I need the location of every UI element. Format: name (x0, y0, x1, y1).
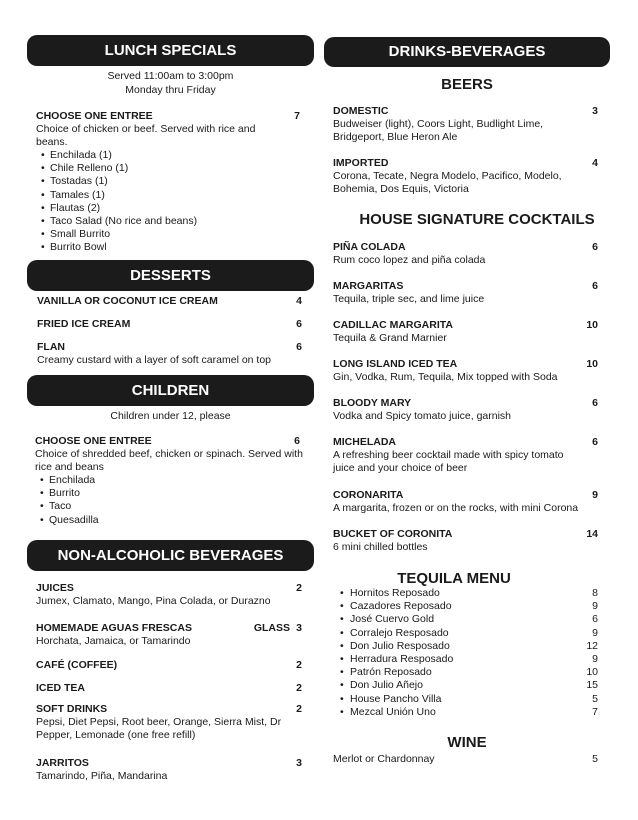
tequila-row (338, 600, 598, 613)
tequila-name: Don Julio Añejo (350, 679, 423, 692)
tequila-row (338, 693, 598, 706)
tequila-name: Patrón Reposado (350, 666, 432, 679)
tequila-price: 6 (592, 613, 598, 626)
children-option: • Burrito (35, 487, 303, 500)
nonalc-item-price: 3 (296, 622, 302, 634)
beers-item-price: 3 (592, 105, 598, 117)
lunch-days: Monday thru Friday (125, 84, 216, 96)
lunch-entree-price: 7 (294, 110, 300, 122)
lunch-hours (27, 69, 314, 97)
cocktails-item-price: 10 (586, 319, 598, 331)
nonalc-item (36, 622, 302, 648)
lunch-served: Served 11:00am to 3:00pm (107, 70, 234, 82)
beers-item-desc: Budweiser (light), Coors Light, Budlight Lime, Bridgeport, Blue Heron Ale (333, 118, 544, 143)
tequila-price: 8 (592, 587, 598, 599)
tequila-price: 15 (586, 679, 598, 692)
tequila-title: TEQUILA MENU (397, 570, 511, 587)
cocktails-item-name: CORONARITA (333, 489, 404, 501)
cocktails-item-name: MICHELADA (333, 436, 396, 448)
cocktails-title: HOUSE SIGNATURE COCKTAILS (359, 211, 595, 228)
wine-desc: Merlot or Chardonnay (333, 753, 435, 765)
desserts-header: DESSERTS (27, 260, 314, 291)
cocktails-item-price: 6 (592, 397, 598, 409)
nonalc-item-name: ICED TEA (36, 682, 86, 694)
desserts-item-price: 4 (296, 295, 302, 307)
desserts-item-price: 6 (296, 318, 302, 330)
nonalc-item (36, 682, 302, 695)
cocktails-item (333, 436, 598, 475)
tequila-row (338, 587, 598, 600)
cocktails-item (333, 280, 598, 306)
tequila-row (338, 679, 598, 692)
desserts-item (37, 318, 302, 331)
tequila-price: 9 (592, 600, 598, 613)
nonalc-item-size: GLASS (253, 622, 290, 634)
tequila-list (338, 587, 598, 719)
tequila-price: 10 (586, 666, 598, 679)
children-entree (35, 435, 303, 527)
cocktails-item-name: CADILLAC MARGARITA (333, 319, 453, 331)
cocktails-item-desc: Tequila, triple sec, and lime juice (333, 293, 485, 305)
cocktails-item-desc: Vodka and Spicy tomato juice, garnish (333, 410, 512, 422)
nonalc-item-price: 2 (296, 582, 302, 594)
tequila-name: Don Julio Resposado (350, 639, 450, 652)
nonalc-item (36, 582, 302, 608)
nonalc-item (36, 703, 302, 742)
tequila-price: 9 (592, 652, 598, 665)
children-entree-title: CHOOSE ONE ENTREE (35, 435, 152, 447)
desserts-item-desc: Creamy custard with a layer of soft caramel on top (37, 354, 272, 366)
nonalc-item-name: SOFT DRINKS (36, 703, 108, 715)
nonalc-item (36, 659, 302, 672)
tequila-price: 5 (592, 692, 598, 705)
tequila-name: Cazadores Reposado (350, 600, 452, 613)
tequila-price: 9 (592, 626, 598, 639)
tequila-name: José Cuervo Gold (350, 613, 435, 626)
lunch-specials-header: LUNCH SPECIALS (27, 35, 314, 66)
nonalc-item-price: 2 (296, 703, 302, 715)
desserts-item-name: VANILLA OR COCONUT ICE CREAM (37, 295, 218, 307)
desserts-item-name: FRIED ICE CREAM (37, 318, 131, 330)
tequila-row (338, 627, 598, 640)
drinks-header: DRINKS-BEVERAGES (324, 37, 610, 67)
lunch-entree-desc: Choice of chicken or beef. Served with rice and beans. (36, 123, 256, 148)
cocktails-item-desc: A refreshing beer cocktail made with spicy tomato juice and your choice of beer (333, 449, 564, 474)
lunch-option: • Flautas (2) (36, 202, 302, 215)
children-entree-desc: Choice of shredded beef, chicken or spinach. Served with rice and beans (35, 448, 303, 473)
children-header: CHILDREN (27, 375, 314, 406)
cocktails-item-desc: Tequila & Grand Marnier (333, 332, 447, 344)
lunch-entree-title: CHOOSE ONE ENTREE (36, 110, 153, 122)
beers-item-desc: Corona, Tecate, Negra Modelo, Pacifico, Modelo, Bohemia, Dos Equis, Victoria (333, 170, 562, 195)
wine-price: 5 (592, 753, 598, 765)
children-option: • Enchilada (35, 474, 303, 487)
children-option: • Taco (35, 500, 303, 513)
cocktails-item (333, 358, 598, 384)
cocktails-item-price: 6 (592, 280, 598, 292)
cocktails-item-desc: A margarita, frozen or on the rocks, with mini Corona (333, 502, 579, 514)
lunch-option: • Tostadas (1) (36, 175, 302, 188)
tequila-name: Corralejo Resposado (350, 626, 449, 639)
desserts-item (37, 341, 302, 367)
nonalc-item (36, 757, 302, 783)
cocktails-item (333, 241, 598, 267)
tequila-name: House Pancho Villa (350, 692, 442, 705)
cocktails-item (333, 489, 598, 515)
beers-item-name: DOMESTIC (333, 105, 389, 117)
cocktails-item (333, 319, 598, 345)
cocktails-item-name: PIÑA COLADA (333, 241, 406, 253)
nonalc-item-name: HOMEMADE AGUAS FRESCAS (36, 622, 192, 634)
nonalc-item-price: 3 (296, 757, 302, 769)
cocktails-item (333, 397, 598, 423)
wine-title: WINE (447, 734, 487, 751)
cocktails-item-price: 10 (586, 358, 598, 370)
desserts-item (37, 295, 302, 308)
cocktails-item-desc: 6 mini chilled bottles (333, 541, 428, 553)
children-entree-price: 6 (294, 435, 300, 447)
beers-item (333, 105, 598, 144)
beers-item (333, 157, 598, 196)
desserts-item-price: 6 (296, 341, 302, 353)
nonalc-item-desc: Jumex, Clamato, Mango, Pina Colada, or Durazno (36, 595, 271, 607)
tequila-row (338, 706, 598, 719)
lunch-option: • Taco Salad (No rice and beans) (36, 215, 302, 228)
tequila-row (338, 653, 598, 666)
children-option: • Quesadilla (35, 514, 303, 527)
cocktails-item-price: 9 (592, 489, 598, 501)
nonalc-item-price: 2 (296, 659, 302, 671)
children-options-list (35, 474, 303, 527)
nonalc-item-desc: Pepsi, Diet Pepsi, Root beer, Orange, Sierra Mist, Dr Pepper, Lemonade (one free refill) (36, 716, 282, 741)
tequila-name: Herradura Resposado (350, 652, 454, 665)
tequila-row (338, 613, 598, 626)
nonalc-item-name: JARRITOS (36, 757, 89, 769)
tequila-row (338, 666, 598, 679)
cocktails-item (333, 528, 598, 554)
cocktails-item-desc: Gin, Vodka, Rum, Tequila, Mix topped with Soda (333, 371, 558, 383)
nonalc-item-name: CAFÉ (COFFEE) (36, 659, 118, 671)
tequila-name: Mezcal Unión Uno (350, 705, 436, 718)
cocktails-item-name: BLOODY MARY (333, 397, 412, 409)
lunch-entree (36, 110, 302, 255)
beers-item-name: IMPORTED (333, 157, 389, 169)
nonalc-item-desc: Horchata, Jamaica, or Tamarindo (36, 635, 191, 647)
nonalc-header: NON-ALCOHOLIC BEVERAGES (27, 540, 314, 571)
lunch-options-list (36, 149, 302, 255)
lunch-option: • Burrito Bowl (36, 241, 302, 254)
beers-item-price: 4 (592, 157, 598, 169)
cocktails-item-price: 6 (592, 241, 598, 253)
lunch-option: • Enchilada (1) (36, 149, 302, 162)
tequila-price: 7 (592, 705, 598, 718)
beers-title: BEERS (441, 76, 493, 93)
lunch-option: • Chile Relleno (1) (36, 162, 302, 175)
lunch-option: • Tamales (1) (36, 189, 302, 202)
nonalc-item-price: 2 (296, 682, 302, 694)
tequila-row (338, 640, 598, 653)
cocktails-item-price: 6 (592, 436, 598, 448)
cocktails-item-price: 14 (586, 528, 598, 540)
tequila-price: 12 (586, 639, 598, 652)
nonalc-item-desc: Tamarindo, Piña, Mandarina (36, 770, 168, 782)
cocktails-item-name: MARGARITAS (333, 280, 404, 292)
tequila-name: Hornitos Reposado (350, 587, 440, 599)
lunch-option: • Small Burrito (36, 228, 302, 241)
children-note: Children under 12, please (110, 410, 231, 422)
nonalc-item-name: JUICES (36, 582, 74, 594)
desserts-item-name: FLAN (37, 341, 65, 353)
cocktails-item-desc: Rum coco lopez and piña colada (333, 254, 486, 266)
cocktails-item-name: LONG ISLAND ICED TEA (333, 358, 458, 370)
cocktails-item-name: BUCKET OF CORONITA (333, 528, 453, 540)
